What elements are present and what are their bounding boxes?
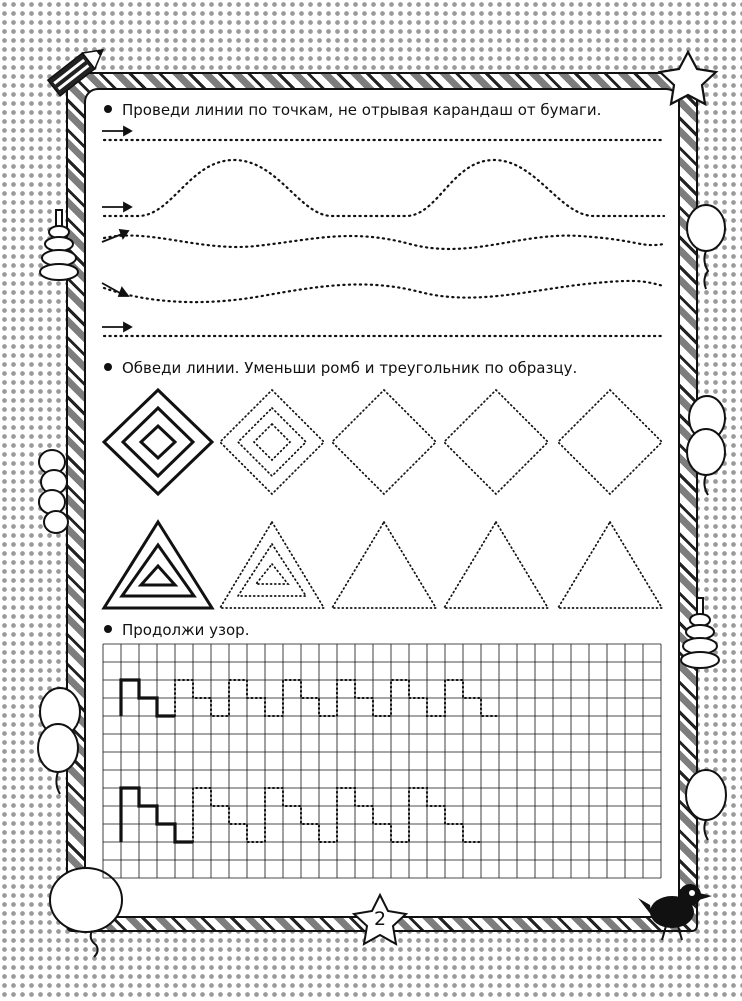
bird-icon	[638, 884, 712, 940]
pyramid-toy-icon	[40, 210, 719, 668]
task-3-text: Продолжи узор.	[122, 621, 250, 639]
task-2-text: Обведи линии. Уменьши ромб и треугольник по образцу.	[122, 359, 578, 377]
diamond-sample	[104, 390, 212, 494]
trace-line-hills	[104, 160, 664, 216]
trace-line-wave-2	[104, 281, 664, 302]
pencil-icon	[48, 42, 109, 96]
star-icon	[660, 52, 716, 104]
task-2-instruction	[104, 359, 577, 377]
triangle-sample	[104, 522, 212, 608]
page-number: 2	[373, 908, 387, 930]
trace-line-wave-1	[104, 236, 664, 249]
diamond-tracing	[220, 390, 662, 494]
bullet-icon	[104, 625, 112, 633]
task-3-instruction	[104, 621, 249, 639]
bullet-icon	[104, 105, 112, 113]
caterpillar-icon	[39, 450, 68, 533]
bullet-icon	[104, 363, 112, 371]
balloon-icon	[38, 205, 726, 957]
task-1-instruction	[104, 101, 601, 119]
arrow-icons	[102, 127, 131, 331]
triangle-tracing	[220, 522, 662, 608]
tracing-lines	[104, 140, 664, 336]
task-1-text: Проведи линии по точкам, не отрывая карандаш от бумаги.	[122, 101, 602, 119]
